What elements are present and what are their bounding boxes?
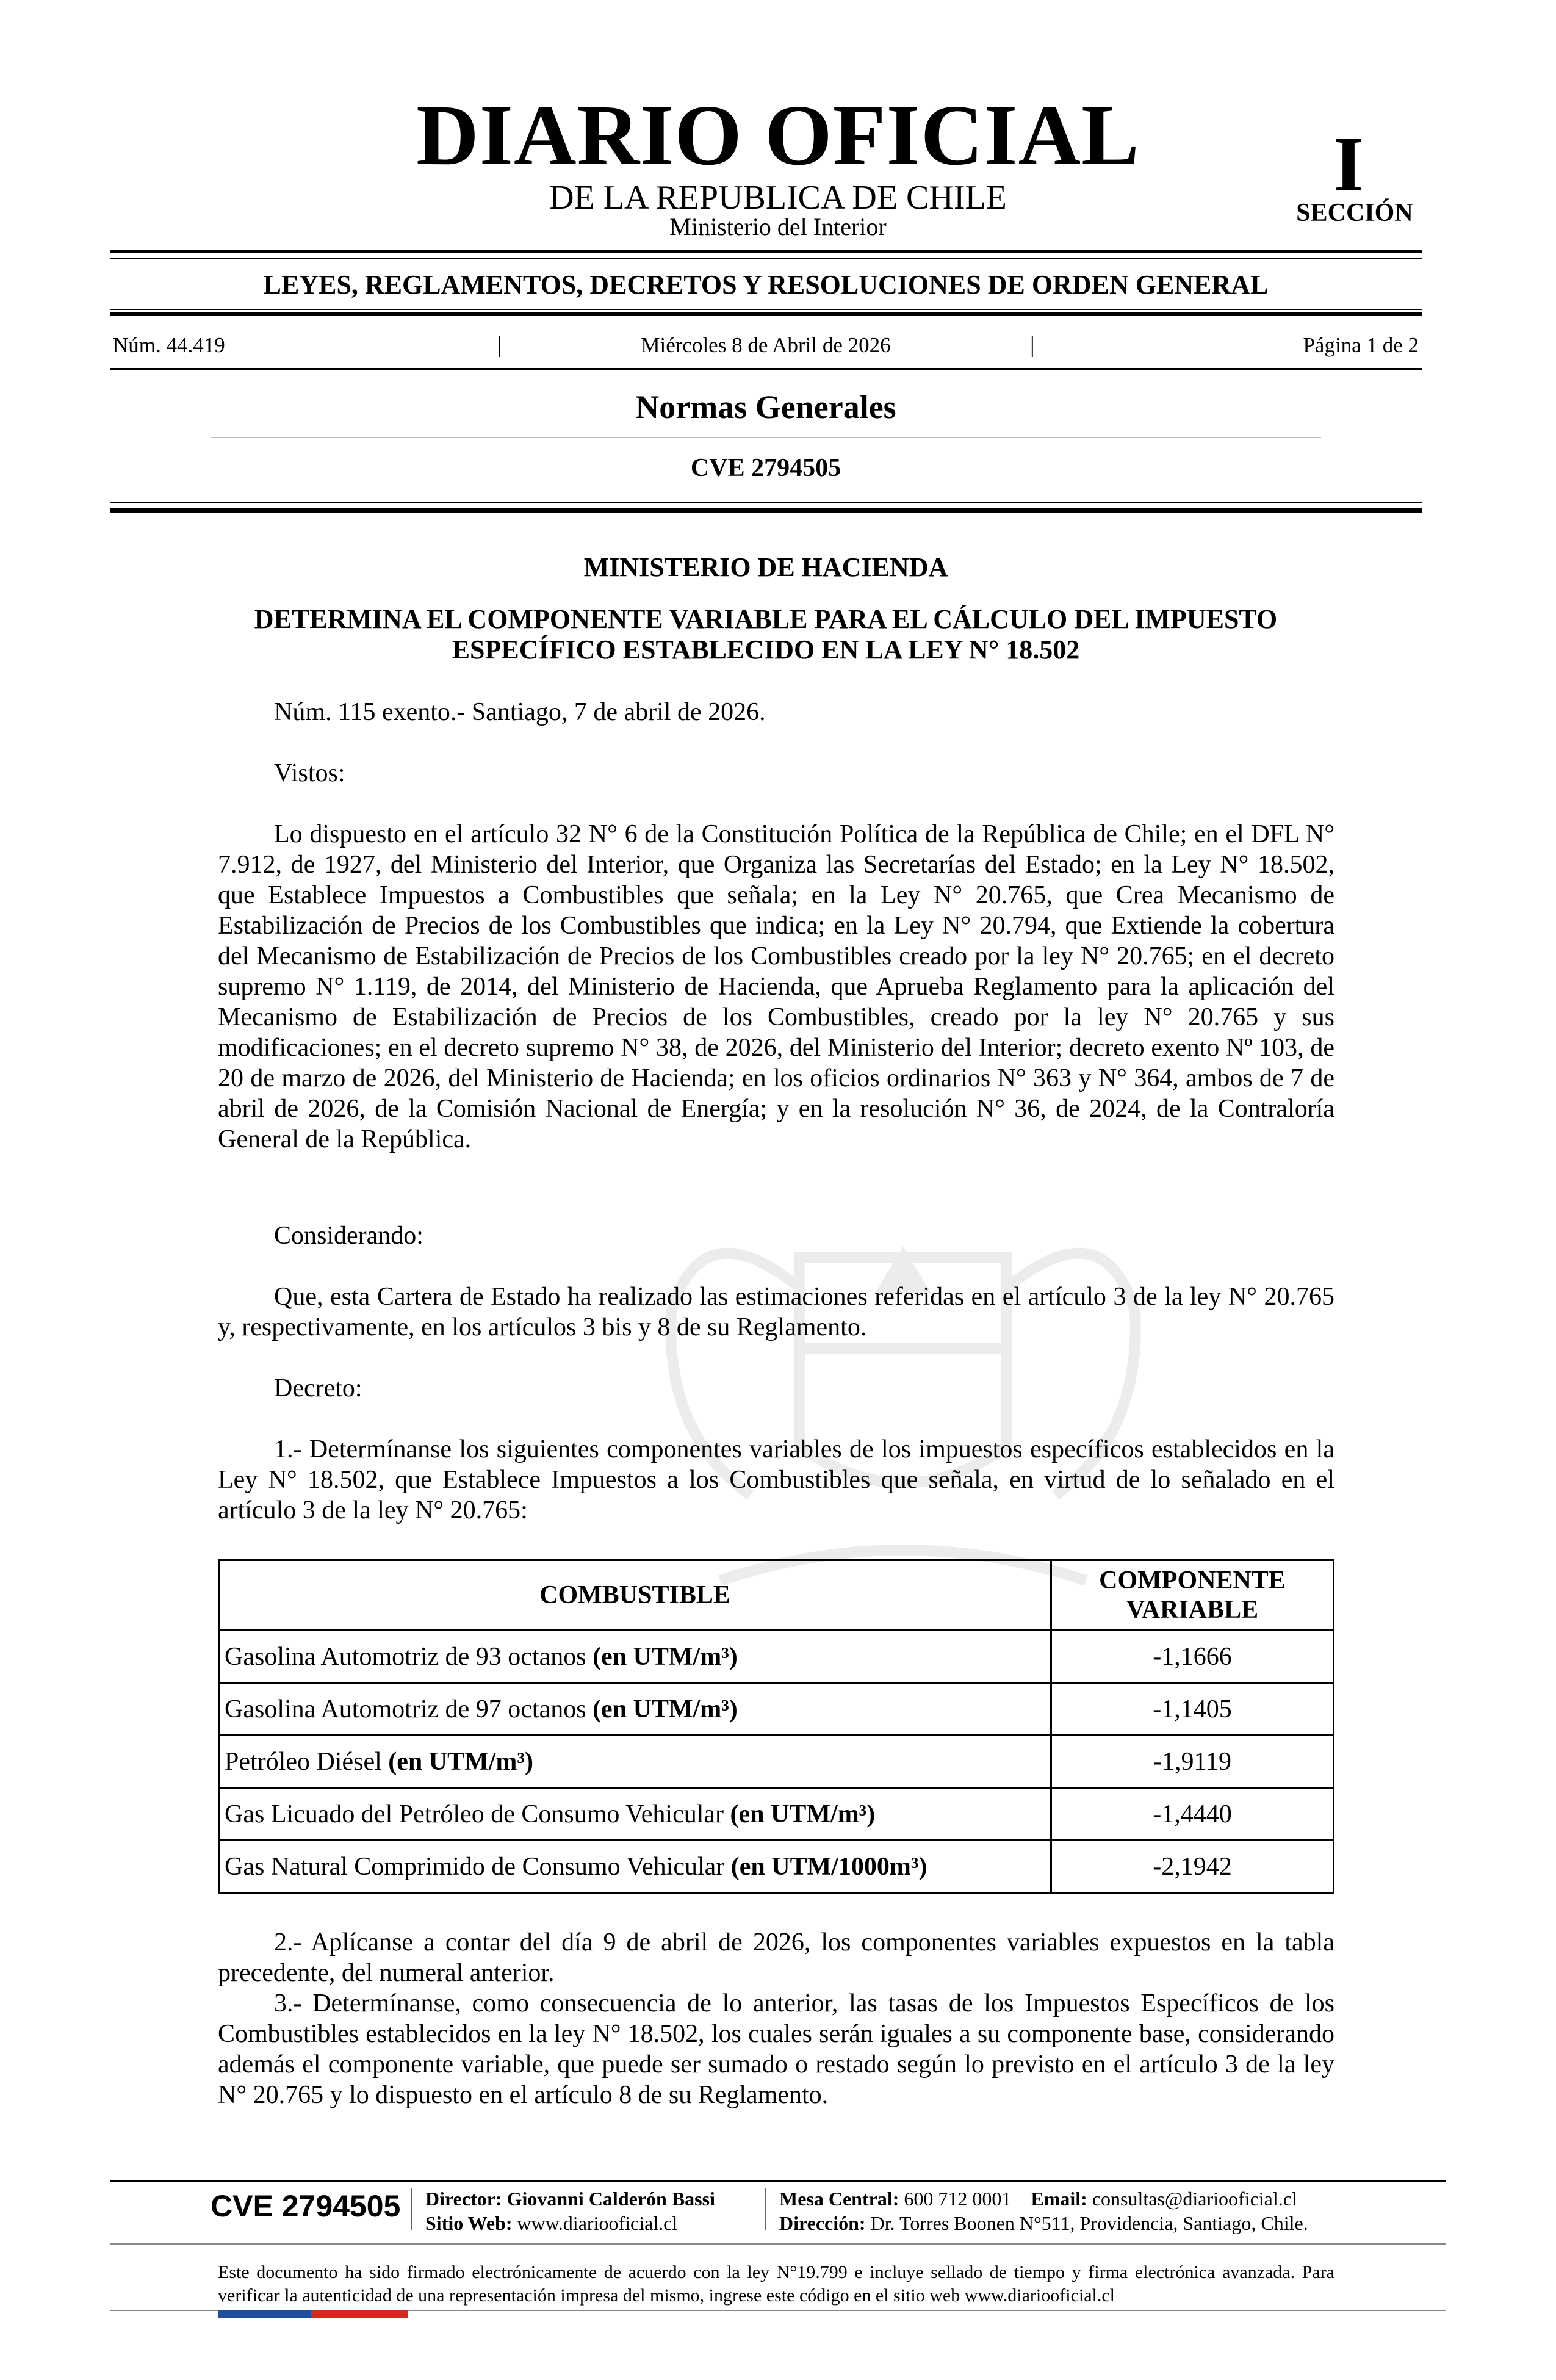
article-3: 3.- Determínanse, como consecuencia de lo anterior, las tasas de los Impuestos Específicos de los Combustibles establecidos en la ley N° 18.502, los cuales serán iguales a su componente base, considerando además el componente variable, que puede ser sumado o restado según lo previsto en el artículo 3 de la ley N° 20.765 y lo dispuesto en el artículo 8 de su Reglamento. [218,1989,1334,2109]
header-rule-mid-thin [110,309,1422,310]
cve-code: CVE 2794505 [690,454,841,482]
publisher-ministry: Ministerio del Interior [669,213,887,240]
category-divider [211,437,1321,438]
decreto-label: Decreto: [274,1374,362,1402]
footer-director-block [425,2187,715,2235]
newspaper-subtitle: DE LA REPUBLICA DE CHILE [549,179,1007,217]
page-indicator: Página 1 de 2 [1303,333,1419,357]
fuel-components-table [218,1559,1334,1894]
footer-phone-email [779,2187,1308,2211]
fuel-unit: (en UTM/1000m³) [730,1852,927,1881]
flag-stripe-red [311,2310,408,2318]
fuel-cell [219,1788,1051,1841]
fuel-cell [219,1683,1051,1736]
fuel-name: Gas Natural Comprimido de Consumo Vehicular [225,1852,725,1881]
laws-heading: LEYES, REGLAMENTOS, DECRETOS Y RESOLUCIONES DE ORDEN GENERAL [263,270,1269,300]
footer-director [425,2187,715,2211]
category-heading: Normas Generales [635,389,896,425]
component-value: -1,1405 [1051,1683,1334,1736]
director-label: Director: [425,2188,502,2210]
phone-value: 600 712 0001 [904,2188,1012,2210]
footer-cve-code: CVE 2794505 [211,2189,401,2223]
fuel-name: Gas Licuado del Petróleo de Consumo Vehicular [225,1800,724,1828]
column-header-fuel: COMBUSTIBLE [219,1560,1051,1631]
electronic-signature-disclaimer: Este documento ha sido firmado electrónicamente de acuerdo con la ley N°19.799 e incluye sellado de tiempo y firma electrónica avanzada. Para verificar la autenticidad de una representación impresa del mismo, ingrese este código en el sitio web www.diariooficial.cl [218,2262,1334,2306]
vistos-paragraph: Lo dispuesto en el artículo 32 N° 6 de la Constitución Política de la República de Chile; en el DFL N° 7.912, de 1927, del Ministerio del Interior, que Organiza las Secretarías del Estado; en la Ley N° 18.502, que Establece Impuestos a Combustibles que señala; en la Ley N° 20.765, que Crea Mecanismo de Estabilización de Precios de los Combustibles que indica; en la Ley N° 20.794, que Extiende la cobertura del Mecanismo de Estabilización de Precios de los Combustibles creado por la ley N° 20.765; en el decreto supremo N° 1.119, de 2014, del Ministerio de Hacienda, que Aprueba Reglamento para la aplicación del Mecanismo de Estabilización de Precios de los Combustibles, creado por la ley N° 20.765 y sus modificaciones; en el decreto supremo N° 38, de 2026, del Ministerio del Interior; decreto exento Nº 103, de 20 de marzo de 2026, del Ministerio de Hacienda; en los oficios ordinarios N° 363 y N° 364, ambos de 7 de abril de 2026, de la Comisión Nacional de Energía; y en la resolución N° 36, de 2024, de la Contraloría General de la República. [218,820,1334,1153]
footer-address [779,2211,1308,2235]
table-row [219,1841,1334,1893]
email-link[interactable]: consultas@diariooficial.cl [1092,2188,1297,2210]
address-label: Dirección: [779,2212,866,2234]
footer-site [425,2211,715,2235]
footer-divider [765,2188,766,2230]
component-value: -2,1942 [1051,1841,1334,1893]
decree-title: DETERMINA EL COMPONENTE VARIABLE PARA EL CÁLCULO DEL IMPUESTO ESPECÍFICO ESTABLECIDO EN LA LEY N° 18.502 [254,604,1278,665]
footer-rule-lower [110,2243,1446,2245]
meta-separator: | [1030,332,1035,358]
fuel-cell [219,1631,1051,1683]
email-label: Email: [1031,2188,1087,2210]
section-label: SECCIÓN [1296,199,1413,227]
table-row [219,1736,1334,1788]
site-label: Sitio Web: [425,2212,513,2234]
issue-number: Núm. 44.419 [113,333,225,357]
fuel-cell [219,1841,1051,1893]
newspaper-title: DIARIO OFICIAL [416,87,1140,183]
header-rule-top-thin [110,258,1422,259]
section-rule-thick [110,508,1422,513]
fuel-name: Petróleo Diésel [225,1747,382,1776]
fuel-cell [219,1736,1051,1788]
vistos-label: Vistos: [274,759,345,787]
footer-rule [110,2180,1446,2182]
footer-contact-block [779,2187,1308,2235]
fuel-name: Gasolina Automotriz de 93 octanos [225,1642,586,1671]
table-header-row [219,1560,1334,1631]
flag-stripe-blue [218,2310,311,2318]
fuel-unit: (en UTM/m³) [593,1642,738,1671]
component-value: -1,9119 [1051,1736,1334,1788]
header-rule-top [110,250,1422,253]
meta-separator: | [497,332,502,358]
address-value: Dr. Torres Boonen N°511, Providencia, Santiago, Chile. [870,2212,1308,2234]
phone-label: Mesa Central: [779,2188,899,2210]
component-value: -1,4440 [1051,1788,1334,1841]
article-1: 1.- Determínanse los siguientes componentes variables de los impuestos específicos establecidos en la Ley N° 18.502, que Establece Impuestos a los Combustibles que señala, en virtud de lo señalado en el artículo 3 de la ley N° 20.765: [218,1435,1334,1524]
director-name: Giovanni Calderón Bassi [506,2188,715,2210]
considerando-paragraph: Que, esta Cartera de Estado ha realizado las estimaciones referidas en el artículo 3 de la ley N° 20.765 y, respectivamente, en los artículos 3 bis y 8 de su Reglamento. [218,1283,1334,1341]
considerando-label: Considerando: [274,1222,423,1250]
section-rule-thin [110,502,1422,503]
decree-number-line: Núm. 115 exento.- Santiago, 7 de abril de 2026. [274,698,766,726]
footer-divider [411,2188,412,2230]
issuing-ministry: MINISTERIO DE HACIENDA [583,552,948,582]
header-rule-mid [110,312,1422,316]
component-value: -1,1666 [1051,1631,1334,1683]
site-link[interactable]: www.diariooficial.cl [517,2212,678,2234]
table-row [219,1788,1334,1841]
issue-date: Miércoles 8 de Abril de 2026 [641,333,891,357]
table-row [219,1631,1334,1683]
section-number: I [1333,121,1364,207]
fuel-unit: (en UTM/m³) [593,1695,738,1723]
table-row [219,1683,1334,1736]
fuel-unit: (en UTM/m³) [730,1800,876,1828]
meta-rule [110,368,1422,370]
article-2: 2.- Aplícanse a contar del día 9 de abril de 2026, los componentes variables expuestos en la tabla precedente, del numeral anterior. [218,1928,1334,1987]
column-header-component: COMPONENTE VARIABLE [1051,1560,1334,1631]
fuel-name: Gasolina Automotriz de 97 octanos [225,1695,586,1723]
fuel-unit: (en UTM/m³) [388,1747,533,1776]
